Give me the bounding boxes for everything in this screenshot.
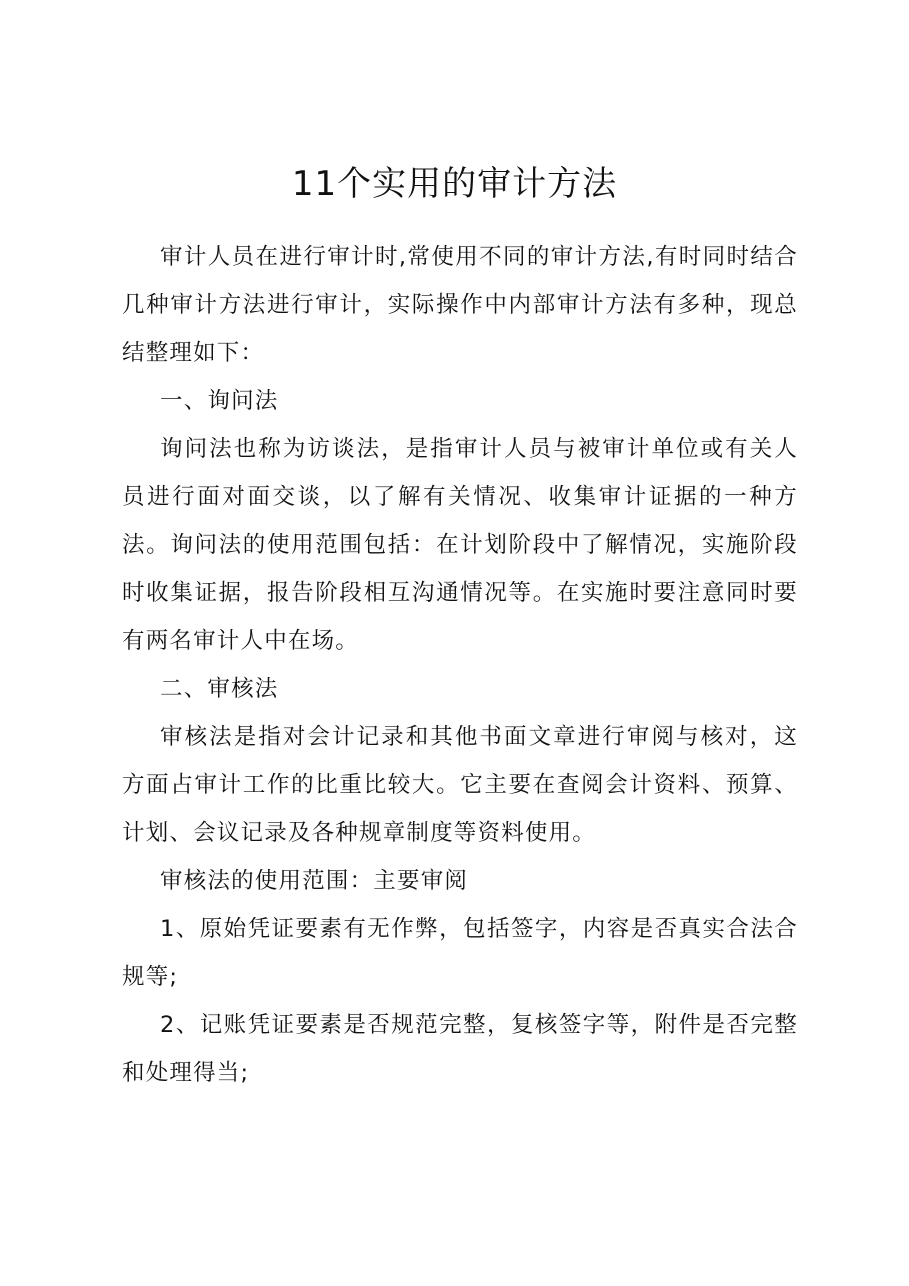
inquiry-paragraph: 询问法也称为访谈法，是指审计人员与被审计单位或有关人员进行面对面交谈，以了解有关情况、收集审计证据的一种方法。询问法的使用范围包括：在计划阶段中了解情况，实施阶段时收集证据，报告阶段相互沟通情况等。在实施时要注意同时要有两名审计人中在场。	[122, 436, 798, 654]
section-heading-inquiry: 一、询问法	[160, 388, 279, 414]
list-item-2: 2、记账凭证要素是否规范完整，复核签字等，附件是否完整和处理得当;	[122, 1012, 798, 1086]
document-title: 11个实用的审计方法	[291, 164, 618, 204]
list-item-1: 1、原始凭证要素有无作弊，包括签字，内容是否真实合法合规等;	[122, 916, 798, 990]
review-scope-paragraph: 审核法的使用范围：主要审阅	[160, 868, 469, 894]
document-body	[122, 233, 798, 1097]
intro-paragraph: 审计人员在进行审计时,常使用不同的审计方法,有时同时结合几种审计方法进行审计，实际操作中内部审计方法有多种，现总结整理如下：	[122, 244, 798, 366]
review-paragraph: 审核法是指对会计记录和其他书面文章进行审阅与核对，这方面占审计工作的比重比较大。它主要在查阅会计资料、预算、计划、会议记录及各种规章制度等资料使用。	[122, 724, 798, 846]
section-heading-review: 二、审核法	[160, 676, 279, 702]
